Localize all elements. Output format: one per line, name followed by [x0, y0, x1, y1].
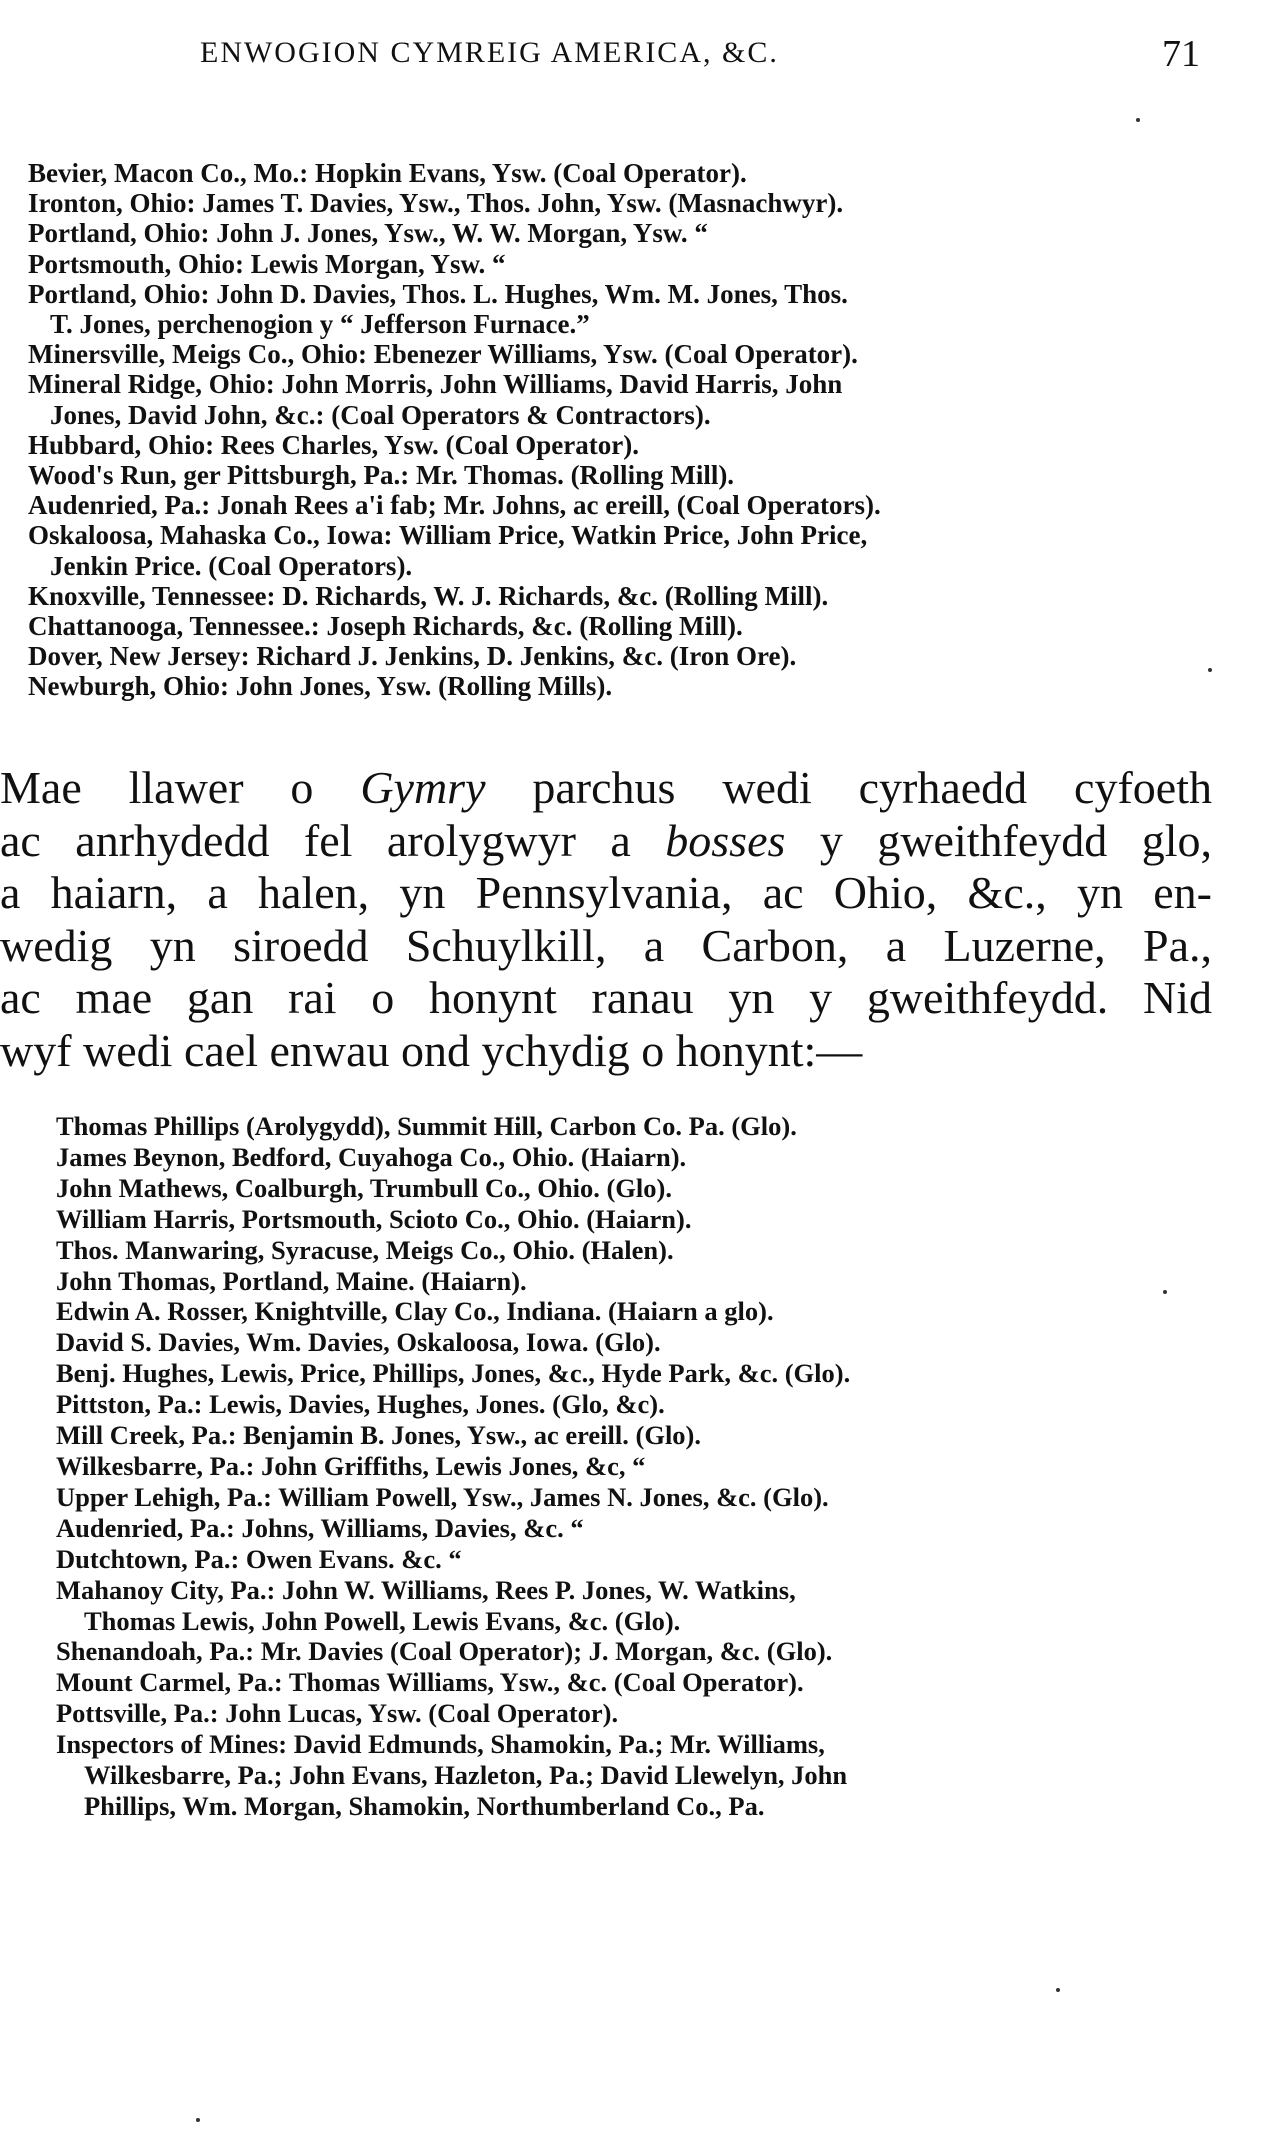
body-paragraph	[0, 762, 1212, 1077]
managers-list	[56, 1111, 1206, 1822]
list-entry: John Mathews, Coalburgh, Trumbull Co., Ohio. (Glo).	[56, 1172, 672, 1203]
list-entry: Hubbard, Ohio: Rees Charles, Ysw. (Coal Operator).	[28, 429, 639, 460]
list-entry: John Thomas, Portland, Maine. (Haiarn).	[56, 1265, 527, 1296]
list-entry: David S. Davies, Wm. Davies, Oskaloosa, Iowa. (Glo).	[56, 1327, 661, 1358]
list-entry: Phillips, Wm. Morgan, Shamokin, Northumberland Co., Pa.	[84, 1790, 765, 1821]
list-entry: Shenandoah, Pa.: Mr. Davies (Coal Operator); J. Morgan, &c. (Glo).	[56, 1636, 833, 1667]
list-entry: Wilkesbarre, Pa.: John Griffiths, Lewis Jones, &c, “	[56, 1450, 646, 1481]
list-entry: Portsmouth, Ohio: Lewis Morgan, Ysw. “	[28, 248, 506, 279]
list-entry: Thomas Lewis, John Powell, Lewis Evans, &c. (Glo).	[84, 1605, 681, 1636]
page-header	[190, 33, 1200, 86]
italic-word: Gymry	[360, 762, 486, 813]
list-entry: James Beynon, Bedford, Cuyahoga Co., Ohio. (Haiarn).	[56, 1141, 687, 1172]
list-entry: Jenkin Price. (Coal Operators).	[50, 550, 413, 581]
list-entry: Ironton, Ohio: James T. Davies, Ysw., Thos. John, Ysw. (Masnachwyr).	[28, 188, 844, 219]
list-entry: Pottsville, Pa.: John Lucas, Ysw. (Coal Operator).	[56, 1698, 619, 1729]
list-entry: Thomas Phillips (Arolygydd), Summit Hill, Carbon Co. Pa. (Glo).	[56, 1111, 797, 1141]
page-number: 71	[1162, 33, 1200, 75]
list-entry: Knoxville, Tennessee: D. Richards, W. J. Richards, &c. (Rolling Mill).	[28, 580, 829, 611]
list-entry: Edwin A. Rosser, Knightville, Clay Co., Indiana. (Haiarn a glo).	[56, 1296, 774, 1327]
paragraph-line: a haiarn, a halen, yn Pennsylvania, ac Ohio, &c., yn en-	[0, 867, 1212, 918]
print-speck	[1163, 1290, 1167, 1294]
list-entry: Wilkesbarre, Pa.; John Evans, Hazleton, Pa.; David Llewelyn, John	[84, 1760, 848, 1791]
print-speck	[1208, 668, 1212, 672]
print-speck	[1056, 1988, 1060, 1992]
paragraph-line: Mae llawer o Gymry parchus wedi cyrhaedd cyfoeth	[0, 762, 1212, 813]
list-entry: Mount Carmel, Pa.: Thomas Williams, Ysw., &c. (Coal Operator).	[56, 1667, 804, 1698]
list-entry: Bevier, Macon Co., Mo.: Hopkin Evans, Ysw. (Coal Operator).	[28, 158, 747, 188]
list-entry: Inspectors of Mines: David Edmunds, Shamokin, Pa.; Mr. Williams,	[56, 1729, 825, 1760]
list-entry: Audenried, Pa.: Jonah Rees a'i fab; Mr. Johns, ac ereill, (Coal Operators).	[28, 490, 881, 521]
list-entry: Jones, David John, &c.: (Coal Operators & Contractors).	[50, 399, 711, 430]
list-entry: Mill Creek, Pa.: Benjamin B. Jones, Ysw., ac ereill. (Glo).	[56, 1420, 702, 1451]
paragraph-line: ac mae gan rai o honynt ranau yn y gweithfeydd. Nid	[0, 972, 1212, 1023]
list-entry: Mineral Ridge, Ohio: John Morris, John Williams, David Harris, John	[28, 369, 843, 400]
print-speck	[196, 2118, 200, 2122]
works-list	[28, 158, 1208, 702]
list-entry: Chattanooga, Tennessee.: Joseph Richards, &c. (Rolling Mill).	[28, 611, 743, 642]
list-entry: William Harris, Portsmouth, Scioto Co., Ohio. (Haiarn).	[56, 1203, 692, 1234]
list-entry: Portland, Ohio: John D. Davies, Thos. L. Hughes, Wm. M. Jones, Thos.	[28, 278, 848, 309]
list-entry: Portland, Ohio: John J. Jones, Ysw., W. W. Morgan, Ysw. “	[28, 218, 708, 249]
list-entry: Oskaloosa, Mahaska Co., Iowa: William Price, Watkin Price, John Price,	[28, 520, 868, 551]
list-entry: Newburgh, Ohio: John Jones, Ysw. (Rolling Mills).	[28, 671, 613, 702]
paragraph-line: ac anrhydedd fel arolygwyr a bosses y gweithfeydd glo,	[0, 814, 1212, 866]
print-speck	[1136, 118, 1140, 122]
list-entry: Dutchtown, Pa.: Owen Evans. &c. “	[56, 1543, 462, 1574]
list-entry: Pittston, Pa.: Lewis, Davies, Hughes, Jones. (Glo, &c).	[56, 1389, 665, 1420]
italic-word: bosses	[665, 814, 786, 866]
list-entry: Benj. Hughes, Lewis, Price, Phillips, Jones, &c., Hyde Park, &c. (Glo).	[56, 1358, 851, 1389]
running-title: ENWOGION CYMREIG AMERICA, &C.	[200, 36, 779, 69]
paragraph-line: wedig yn siroedd Schuylkill, a Carbon, a Luzerne, Pa.,	[0, 919, 1212, 971]
list-entry: Mahanoy City, Pa.: John W. Williams, Rees P. Jones, W. Watkins,	[56, 1574, 796, 1605]
list-entry: Minersville, Meigs Co., Ohio: Ebenezer Williams, Ysw. (Coal Operator).	[28, 339, 858, 370]
list-entry: T. Jones, perchenogion y “ Jefferson Furnace.”	[50, 309, 590, 340]
list-entry: Wood's Run, ger Pittsburgh, Pa.: Mr. Thomas. (Rolling Mill).	[28, 460, 735, 491]
list-entry: Dover, New Jersey: Richard J. Jenkins, D. Jenkins, &c. (Iron Ore).	[28, 641, 797, 672]
list-entry: Upper Lehigh, Pa.: William Powell, Ysw., James N. Jones, &c. (Glo).	[56, 1481, 829, 1512]
list-entry: Audenried, Pa.: Johns, Williams, Davies, &c. “	[56, 1512, 584, 1543]
list-entry: Thos. Manwaring, Syracuse, Meigs Co., Ohio. (Halen).	[56, 1234, 674, 1265]
paragraph-line: wyf wedi cael enwau ond ychydig o honynt:—	[0, 1024, 863, 1076]
